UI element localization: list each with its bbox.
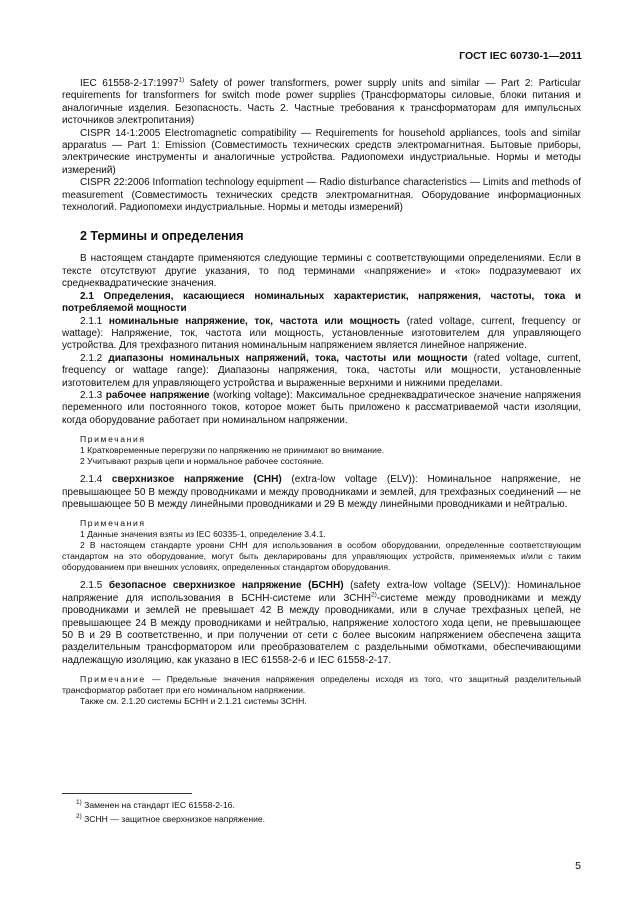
term-2-1-3: 2.1.3 рабочее напряжение (working voltage): Максимальное среднеквадратическое значение напряжения переменного или постоянного токов, которое может быть приложено к рассматриваемой части изоляции, когда оборудование работает при номинальном напряжении. <box>62 389 581 426</box>
note-item: 1 Данные значения взяты из IEC 60335-1, определение 3.4.1. <box>80 529 326 540</box>
term-name: номинальные напряжение, ток, частота или мощность <box>108 315 401 327</box>
term-2-1-5: 2.1.5 безопасное сверхнизкое напряжение (БСНН) (safety extra-low voltage (SELV)): Номинальное напряжение для использования в БСНН-системе или ЗСНН$^{2)}$-системе между проводниками и между проводниками и землей не превышает 42 В между проводниками, или в случае трехфазных цепей, не превышающее 24 В между проводниками и нейтралью, напряжение холостого хода цепи, не превышающее 50 В и 29 В соответственно, и при получении от сети с более высоким напряжением обеспечена защита разделительным трансформатором или преобразователем с раздельными обмотками, обеспечивающими надлежащую изоляцию, как указано в IEC 61558-2-6 и IEC 61558-2-17. <box>62 580 582 666</box>
see-also: Также см. 2.1.20 системы БСНН и 2.1.21 системы ЗСНН. <box>80 696 307 707</box>
term-2-1-2: 2.1.2 диапазоны номинальных напряжений, тока, частоты или мощности (rated voltage, current, frequency or wattage range): Диапазоны напряжения, тока, частоты или мощности, установленные изготовителем для управляющего устройства и выраженные верхними и нижними пределами. <box>62 352 581 389</box>
document-header: ГОСТ IEC 60730-1—2011 <box>459 50 582 62</box>
term-2-1-1: 2.1.1 номинальные напряжение, ток, частота или мощность (rated voltage, current, frequency or wattage): Напряжение, ток, частота или мощность, установленные изготовителем для управляющего устройства. Для трехфазного питания номинальным напряжением является линейное напряжение. <box>62 315 582 352</box>
page-number: 5 <box>575 860 581 872</box>
normative-references <box>62 78 581 214</box>
footnotes <box>76 798 265 826</box>
section-intro: В настоящем стандарте применяются следующие термины с соответствующими определениями. Если в тексте отсутствуют другие указания, то под терминами «напряжение» и «ток» подразумевают их среднеквадратические значения. <box>62 253 581 290</box>
note-item: 1 Кратковременные перегрузки по напряжению не принимают во внимание. <box>80 445 385 456</box>
notes-label: Примечания <box>80 518 146 529</box>
note-item: 2 Учитывают разрыв цепи и нормальное рабочее состояние. <box>80 456 324 467</box>
footnote: $^{2)}$ ЗСНН — защитное сверхнизкое напряжение. <box>76 813 266 824</box>
term-name: диапазоны номинальных напряжений, тока, частоты или мощности <box>108 352 468 364</box>
section-heading: 2 Термины и определения <box>80 229 244 244</box>
reference-entry: CISPR 14-1:2005 Electromagnetic compatibility — Requirements for household appliances, tools and similar apparatus — Part 1: Emission (Совместимость технических средств электромагнитная. Бытовые приборы, электрические инструменты и аналогичные устройства. Радиопомехи индустриальные. Нормы и методы измерений) <box>62 127 581 176</box>
reference-entry: CISPR 22:2006 Information technology equipment — Radio disturbance characteristics — Limits and methods of measurement (Совместимость технических средств электромагнитная. Оборудование информационных технологий. Радиопомехи индустриальные. Нормы и методы измерений) <box>62 177 581 214</box>
footnote-divider <box>62 793 192 794</box>
term-name: рабочее напряжение <box>105 389 210 401</box>
footnote-ref: 1) <box>178 76 185 84</box>
footnote-ref: 2) <box>370 591 377 599</box>
term-name: безопасное сверхнизкое напряжение (БСНН) <box>108 580 344 592</box>
term-name: сверхнизкое напряжение (СНН) <box>111 474 282 486</box>
notes-label: Примечания <box>80 434 146 445</box>
note-label: Примечание <box>80 674 146 685</box>
note-item: 2 В настоящем стандарте уровни СНН для использования в особом оборудовании, определенные соответствующим стандартом на это оборудование, могут быть декларированы для управляющих устройств, применяемых и/или с таким оборудованием при внешних условиях, определенных стандартом оборудования. <box>62 540 581 573</box>
notes-block <box>62 434 581 467</box>
subsection-heading: 2.1 Определения, касающиеся номинальных характеристик, напряжения, частоты, тока и потребляемой мощности <box>62 290 581 315</box>
page-body <box>62 78 581 707</box>
reference-entry: IEC 61558-2-17:1997$^{1)}$ Safety of power transformers, power supply units and similar — Part 2: Particular requirements for transformers for switch mode power supplies (Трансформаторы силовые, блоки питания и аналогичные изделия. Безопасность. Часть 2. Частные требования к трансформаторам для импульсных источников электропитания) <box>62 76 581 127</box>
note-block: Примечание — Предельные значения напряжения определены исходя из того, что защитный разделительный трансформатор работает при его номинальном напряжении. Также см. 2.1.20 системы БСНН и 2.1.21 системы ЗСНН. <box>62 674 581 707</box>
term-2-1-4: 2.1.4 сверхнизкое напряжение (СНН) (extra-low voltage (ELV)): Номинальное напряжение, не превышающее 50 В между проводниками и между проводниками и землей, для трехфазных соединений — не превышающее 50 В между линейными проводниками и 29 В между линейными проводниками и нейтралью. <box>62 474 581 510</box>
notes-block <box>62 518 581 573</box>
footnote: $^{1)}$ Заменен на стандарт IEC 61558-2-16. <box>76 799 235 810</box>
